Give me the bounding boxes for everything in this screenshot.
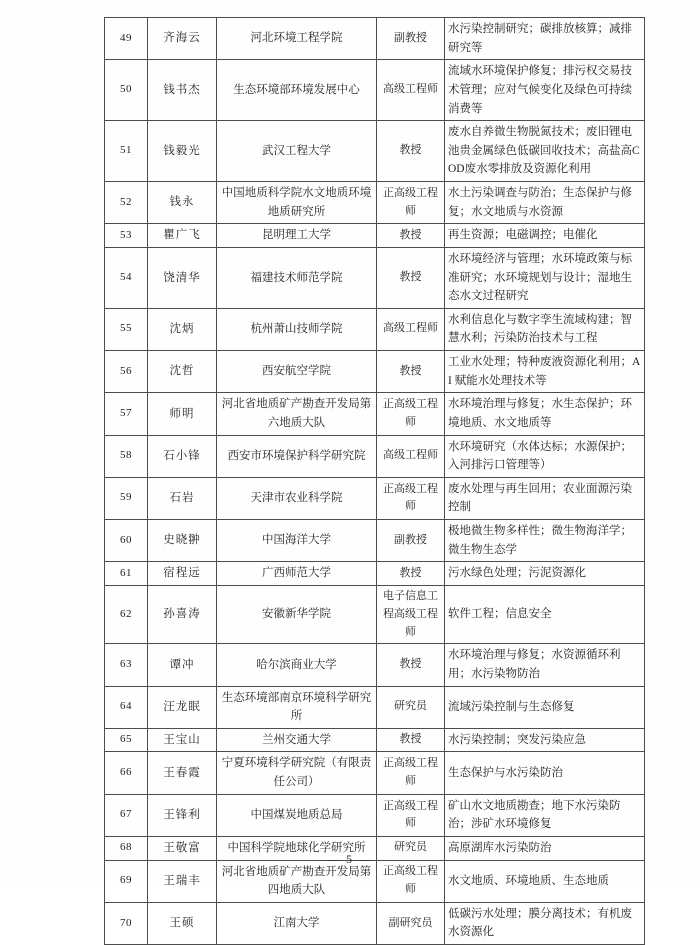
research-areas-cell: 水污染控制；突发污染应急: [445, 728, 645, 752]
expert-name-cell: 谭冲: [148, 644, 217, 686]
row-number-cell: 54: [105, 247, 148, 308]
table-row: [105, 60, 645, 121]
organization-cell: 生态环境部环境发展中心: [217, 60, 377, 121]
expert-roster-table: [104, 17, 645, 945]
expert-name-cell: 钱永: [148, 182, 217, 224]
page-number: — 5 —: [327, 852, 373, 866]
research-areas-cell: 软件工程；信息安全: [445, 585, 645, 643]
organization-cell: 河北省地质矿产勘查开发局第六地质大队: [217, 393, 377, 435]
research-areas-cell: 水利信息化与数字孪生流域构建；智慧水利；污染防治技术与工程: [445, 308, 645, 350]
job-title-cell: 正高级工程师: [377, 860, 445, 902]
organization-cell: 哈尔滨商业大学: [217, 644, 377, 686]
row-number-cell: 63: [105, 644, 148, 686]
row-number-cell: 62: [105, 585, 148, 643]
table-row: [105, 224, 645, 248]
table-row: [105, 585, 645, 643]
organization-cell: 中国煤炭地质总局: [217, 794, 377, 836]
row-number-cell: 52: [105, 182, 148, 224]
expert-name-cell: 汪龙眠: [148, 686, 217, 728]
table-row: [105, 435, 645, 477]
research-areas-cell: 极地微生物多样性；微生物海洋学；微生物生态学: [445, 520, 645, 562]
table-row: [105, 752, 645, 794]
organization-cell: 中国科学院地球化学研究所: [217, 836, 377, 860]
job-title-cell: 高级工程师: [377, 308, 445, 350]
expert-name-cell: 王春霞: [148, 752, 217, 794]
organization-cell: 河北环境工程学院: [217, 18, 377, 60]
expert-name-cell: 饶清华: [148, 247, 217, 308]
job-title-cell: 教授: [377, 224, 445, 248]
roster-table-body: [105, 18, 645, 945]
research-areas-cell: 废水处理与再生回用；农业面源污染控制: [445, 477, 645, 519]
job-title-cell: 研究员: [377, 686, 445, 728]
job-title-cell: 教授: [377, 351, 445, 393]
row-number-cell: 69: [105, 860, 148, 902]
organization-cell: 西安航空学院: [217, 351, 377, 393]
research-areas-cell: 水环境治理与修复；水资源循环利用；水污染物防治: [445, 644, 645, 686]
job-title-cell: 教授: [377, 728, 445, 752]
research-areas-cell: 废水自养微生物脱氮技术；废旧锂电池贵金属绿色低碳回收技术；高盐高COD废水零排放及资源化利用: [445, 121, 645, 182]
job-title-cell: 正高级工程师: [377, 752, 445, 794]
organization-cell: 天津市农业科学院: [217, 477, 377, 519]
research-areas-cell: 水环境治理与修复；水生态保护；环境地质、水文地质等: [445, 393, 645, 435]
expert-name-cell: 钱毅光: [148, 121, 217, 182]
organization-cell: 西安市环境保护科学研究院: [217, 435, 377, 477]
row-number-cell: 58: [105, 435, 148, 477]
row-number-cell: 57: [105, 393, 148, 435]
table-row: [105, 562, 645, 586]
job-title-cell: 正高级工程师: [377, 182, 445, 224]
organization-cell: 杭州萧山技师学院: [217, 308, 377, 350]
expert-name-cell: 宿程远: [148, 562, 217, 586]
expert-name-cell: 石岩: [148, 477, 217, 519]
table-row: [105, 182, 645, 224]
table-row: [105, 121, 645, 182]
table-row: [105, 18, 645, 60]
row-number-cell: 50: [105, 60, 148, 121]
research-areas-cell: 流域污染控制与生态修复: [445, 686, 645, 728]
row-number-cell: 55: [105, 308, 148, 350]
job-title-cell: 研究员: [377, 836, 445, 860]
research-areas-cell: 再生资源；电磁调控；电催化: [445, 224, 645, 248]
organization-cell: 生态环境部南京环境科学研究所: [217, 686, 377, 728]
job-title-cell: 电子信息工程高级工程师: [377, 585, 445, 643]
research-areas-cell: 水环境经济与管理；水环境政策与标准研究；水环境规划与设计；湿地生态水文过程研究: [445, 247, 645, 308]
table-row: [105, 686, 645, 728]
expert-name-cell: 史晓翀: [148, 520, 217, 562]
row-number-cell: 64: [105, 686, 148, 728]
research-areas-cell: 高原湖库水污染防治: [445, 836, 645, 860]
expert-name-cell: 王敬富: [148, 836, 217, 860]
research-areas-cell: 矿山水文地质勘查；地下水污染防治；涉矿水环境修复: [445, 794, 645, 836]
row-number-cell: 67: [105, 794, 148, 836]
table-row: [105, 794, 645, 836]
organization-cell: 安徽新华学院: [217, 585, 377, 643]
expert-name-cell: 沈哲: [148, 351, 217, 393]
research-areas-cell: 水污染控制研究；碳排放核算；减排研究等: [445, 18, 645, 60]
table-row: [105, 308, 645, 350]
organization-cell: 武汉工程大学: [217, 121, 377, 182]
row-number-cell: 70: [105, 902, 148, 944]
expert-name-cell: 王宝山: [148, 728, 217, 752]
job-title-cell: 正高级工程师: [377, 794, 445, 836]
research-areas-cell: 低碳污水处理；膜分离技术；有机废水资源化: [445, 902, 645, 944]
job-title-cell: 高级工程师: [377, 60, 445, 121]
expert-name-cell: 王锋利: [148, 794, 217, 836]
job-title-cell: 高级工程师: [377, 435, 445, 477]
row-number-cell: 60: [105, 520, 148, 562]
job-title-cell: 副研究员: [377, 902, 445, 944]
job-title-cell: 副教授: [377, 18, 445, 60]
organization-cell: 昆明理工大学: [217, 224, 377, 248]
row-number-cell: 65: [105, 728, 148, 752]
job-title-cell: 教授: [377, 562, 445, 586]
research-areas-cell: 生态保护与水污染防治: [445, 752, 645, 794]
research-areas-cell: 污水绿色处理；污泥资源化: [445, 562, 645, 586]
job-title-cell: 正高级工程师: [377, 393, 445, 435]
organization-cell: 福建技术师范学院: [217, 247, 377, 308]
research-areas-cell: 水文地质、环境地质、生态地质: [445, 860, 645, 902]
organization-cell: 兰州交通大学: [217, 728, 377, 752]
job-title-cell: 教授: [377, 121, 445, 182]
table-row: [105, 477, 645, 519]
research-areas-cell: 水环境研究（水体达标；水源保护；入河排污口管理等）: [445, 435, 645, 477]
table-row: [105, 393, 645, 435]
research-areas-cell: 水土污染调查与防治；生态保护与修复；水文地质与水资源: [445, 182, 645, 224]
expert-name-cell: 石小锋: [148, 435, 217, 477]
row-number-cell: 53: [105, 224, 148, 248]
organization-cell: 中国海洋大学: [217, 520, 377, 562]
row-number-cell: 68: [105, 836, 148, 860]
job-title-cell: 教授: [377, 644, 445, 686]
organization-cell: 宁夏环境科学研究院（有限责任公司）: [217, 752, 377, 794]
expert-name-cell: 钱书杰: [148, 60, 217, 121]
expert-name-cell: 师明: [148, 393, 217, 435]
organization-cell: 广西师范大学: [217, 562, 377, 586]
research-areas-cell: 工业水处理；特种废液资源化利用；AI 赋能水处理技术等: [445, 351, 645, 393]
table-row: [105, 351, 645, 393]
job-title-cell: 副教授: [377, 520, 445, 562]
table-row: [105, 728, 645, 752]
row-number-cell: 66: [105, 752, 148, 794]
job-title-cell: 正高级工程师: [377, 477, 445, 519]
expert-name-cell: 沈炳: [148, 308, 217, 350]
expert-name-cell: 王硕: [148, 902, 217, 944]
table-row: [105, 644, 645, 686]
job-title-cell: 教授: [377, 247, 445, 308]
expert-name-cell: 齐海云: [148, 18, 217, 60]
table-row: [105, 247, 645, 308]
expert-name-cell: 孙喜涛: [148, 585, 217, 643]
organization-cell: 江南大学: [217, 902, 377, 944]
row-number-cell: 51: [105, 121, 148, 182]
table-row: [105, 520, 645, 562]
research-areas-cell: 流域水环境保护修复；排污权交易技术管理；应对气候变化及绿色可持续消费等: [445, 60, 645, 121]
row-number-cell: 61: [105, 562, 148, 586]
expert-name-cell: 瞿广飞: [148, 224, 217, 248]
row-number-cell: 56: [105, 351, 148, 393]
row-number-cell: 49: [105, 18, 148, 60]
organization-cell: 中国地质科学院水文地质环境地质研究所: [217, 182, 377, 224]
expert-name-cell: 王瑞丰: [148, 860, 217, 902]
organization-cell: 河北省地质矿产勘查开发局第四地质大队: [217, 860, 377, 902]
table-row: [105, 902, 645, 944]
row-number-cell: 59: [105, 477, 148, 519]
